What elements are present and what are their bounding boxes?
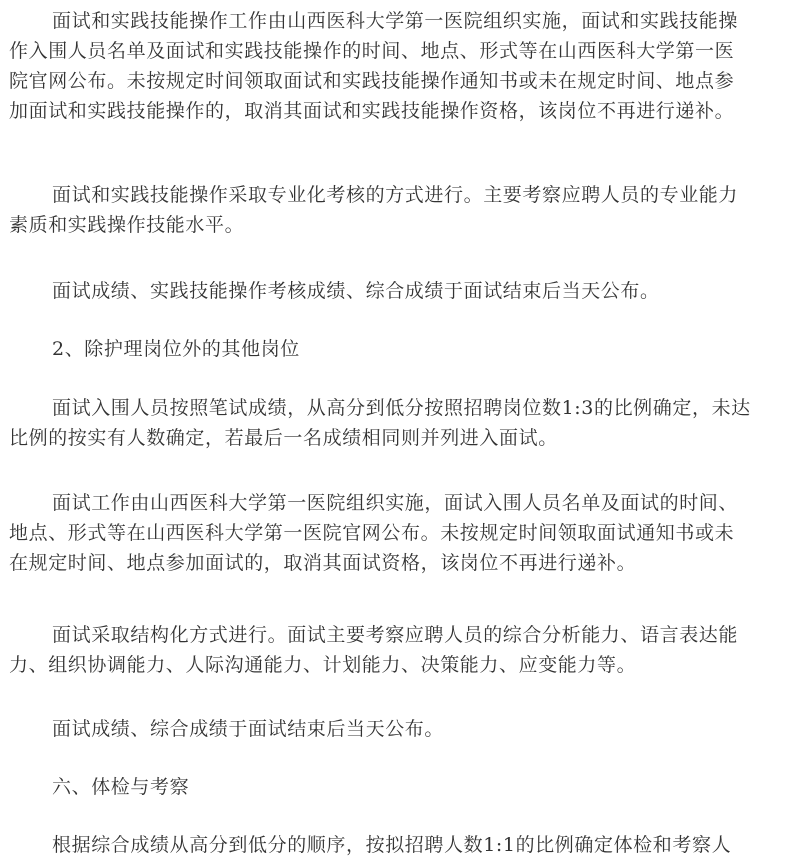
text-line: 比例的按实有人数确定，若最后一名成绩相同则并列进入面试。 <box>9 427 558 449</box>
text-line: 在规定时间、地点参加面试的，取消其面试资格，该岗位不再进行递补。 <box>9 552 637 574</box>
paragraph-score-announcement-2 <box>9 714 796 744</box>
text-line: 素质和实践操作技能水平。 <box>9 214 245 236</box>
text-line: 六、体检与考察 <box>52 776 190 798</box>
paragraph-interview-organization-2 <box>9 488 796 578</box>
text-line: 面试工作由山西医科大学第一医院组织实施，面试入围人员名单及面试的时间、 <box>52 492 739 514</box>
text-line: 面试和实践技能操作采取专业化考核的方式进行。主要考察应聘人员的专业能力 <box>52 184 739 206</box>
text-line: 面试成绩、综合成绩于面试结束后当天公布。 <box>52 718 445 740</box>
text-line: 面试成绩、实践技能操作考核成绩、综合成绩于面试结束后当天公布。 <box>52 280 660 302</box>
paragraph-medical-exam <box>9 830 796 860</box>
paragraph-interview-shortlist <box>9 393 796 453</box>
text-line: 加面试和实践技能操作的，取消其面试和实践技能操作资格，该岗位不再进行递补。 <box>9 100 735 122</box>
text-line: 力、组织协调能力、人际沟通能力、计划能力、决策能力、应变能力等。 <box>9 654 637 676</box>
text-line: 面试采取结构化方式进行。面试主要考察应聘人员的综合分析能力、语言表达能 <box>52 624 739 646</box>
text-line: 面试入围人员按照笔试成绩，从高分到低分按照招聘岗位数1:3的比例确定，未达 <box>52 397 751 419</box>
text-line: 根据综合成绩从高分到低分的顺序，按拟招聘人数1:1的比例确定体检和考察人 <box>52 834 732 856</box>
section-heading-medical-exam <box>9 772 796 802</box>
text-line: 面试和实践技能操作工作由山西医科大学第一医院组织实施，面试和实践技能操 <box>52 10 739 32</box>
paragraph-interview-structure <box>9 620 796 680</box>
section-heading-other-positions <box>9 334 796 364</box>
paragraph-interview-method <box>9 180 796 240</box>
text-line: 院官网公布。未按规定时间领取面试和实践技能操作通知书或未在规定时间、地点参 <box>9 70 735 92</box>
paragraph-score-announcement <box>9 276 796 306</box>
text-line: 作入围人员名单及面试和实践技能操作的时间、地点、形式等在山西医科大学第一医 <box>9 40 735 62</box>
text-line: 地点、形式等在山西医科大学第一医院官网公布。未按规定时间领取面试通知书或未 <box>9 522 735 544</box>
paragraph-interview-organization <box>9 6 796 126</box>
text-line: 2、除护理岗位外的其他岗位 <box>52 338 300 360</box>
